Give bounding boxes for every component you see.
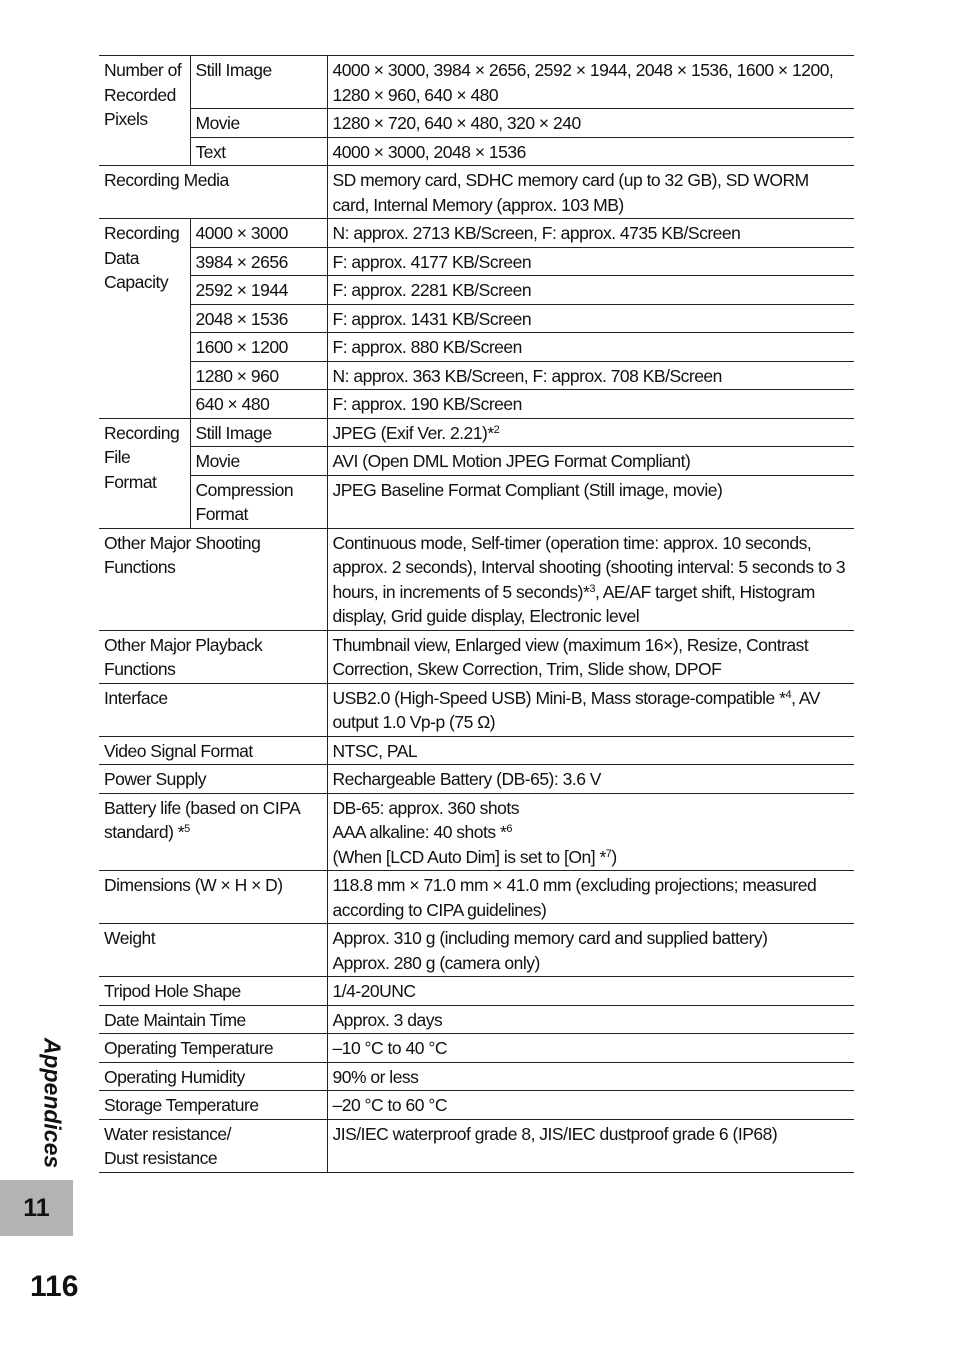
shooting-functions-text-cont: , AE/AF target shift, Histogram display, Grid guide display, Electronic level (332, 581, 815, 626)
weight-line: Approx. 310 g (including memory card and supplied battery) (332, 928, 768, 948)
recording-media-value: SD memory card, SDHC memory card (up to 32 GB), SD WORM card, Internal Memory (approx. 103 MB) (327, 166, 854, 219)
footnote-ref: 5 (184, 823, 190, 835)
capacity-value: N: approx. 2713 KB/Screen, F: approx. 4735 KB/Screen (327, 219, 854, 248)
storage-temperature-label: Storage Temperature (99, 1091, 327, 1120)
table-row (99, 924, 854, 977)
shooting-functions-label: Other Major Shooting Functions (99, 528, 327, 630)
table-row (99, 1062, 854, 1091)
appendices-label: Appendices (39, 1037, 66, 1168)
date-maintain-label: Date Maintain Time (99, 1005, 327, 1034)
shooting-functions-value (327, 528, 854, 630)
still-format-value (327, 418, 854, 447)
video-signal-value: NTSC, PAL (327, 736, 854, 765)
table-row (99, 390, 854, 419)
water-resistance-label-line: Water resistance/ (104, 1123, 232, 1144)
table-row (99, 871, 854, 924)
text-label: Text (190, 137, 327, 166)
footnote-ref: 7 (605, 847, 612, 860)
weight-line: Approx. 280 g (camera only) (332, 952, 540, 973)
operating-temperature-label: Operating Temperature (99, 1034, 327, 1063)
section-side-label (22, 1037, 82, 1168)
interface-text-cont: , AV output 1.0 Vp-p (75 Ω) (332, 687, 820, 732)
table-row (99, 475, 854, 528)
operating-temperature-value: –10 °C to 40 °C (327, 1034, 854, 1063)
table-row (99, 333, 854, 362)
movie-pixels-value: 1280 × 720, 640 × 480, 320 × 240 (327, 109, 854, 138)
battery-line-text: (When [LCD Auto Dim] is set to [On] * (332, 846, 606, 867)
table-row (99, 683, 854, 736)
capacity-size: 2592 × 1944 (190, 276, 327, 305)
table-row (99, 977, 854, 1006)
capacity-value: F: approx. 2281 KB/Screen (327, 276, 854, 305)
chapter-number: 11 (23, 1193, 50, 1222)
recorded-pixels-label: Number of Recorded Pixels (99, 56, 190, 166)
water-resistance-value: JIS/IEC waterproof grade 8, JIS/IEC dustproof grade 6 (IP68) (327, 1119, 854, 1172)
battery-line (333, 845, 850, 870)
data-capacity-label: Recording Data Capacity (99, 219, 190, 419)
capacity-value: F: approx. 1431 KB/Screen (327, 304, 854, 333)
playback-functions-label: Other Major Playback Functions (99, 630, 327, 683)
compression-format-label: Compression Format (190, 475, 327, 528)
dimensions-value: 118.8 mm × 71.0 mm × 41.0 mm (excluding projections; measured according to CIPA guidelines) (327, 871, 854, 924)
shooting-functions-text: Continuous mode, Self-timer (operation time: approx. 10 seconds, approx. 2 seconds), Interval shooting (shooting interval: 5 seconds to 3 hours, in increments of 5 seconds)* (332, 532, 846, 602)
storage-temperature-value: –20 °C to 60 °C (327, 1091, 854, 1120)
capacity-size: 640 × 480 (190, 390, 327, 419)
table-row (99, 1119, 854, 1172)
interface-value (327, 683, 854, 736)
battery-line (333, 820, 850, 845)
table-row (99, 361, 854, 390)
capacity-size: 4000 × 3000 (190, 219, 327, 248)
movie-format-value: AVI (Open DML Motion JPEG Format Compliant) (327, 447, 854, 476)
date-maintain-value: Approx. 3 days (327, 1005, 854, 1034)
table-row (99, 736, 854, 765)
specifications-table (99, 55, 854, 1173)
table-row (99, 1005, 854, 1034)
footnote-ref: 6 (506, 823, 512, 835)
table-row (99, 109, 854, 138)
weight-label: Weight (99, 924, 327, 977)
table-row (99, 418, 854, 447)
operating-humidity-value: 90% or less (327, 1062, 854, 1091)
file-format-label: Recording File Format (99, 418, 190, 528)
table-row (99, 765, 854, 794)
capacity-value: F: approx. 880 KB/Screen (327, 333, 854, 362)
table-row (99, 1034, 854, 1063)
capacity-size: 2048 × 1536 (190, 304, 327, 333)
capacity-value: F: approx. 190 KB/Screen (327, 390, 854, 419)
interface-text: USB2.0 (High-Speed USB) Mini-B, Mass storage-compatible * (332, 687, 786, 708)
footnote-ref: 4 (785, 688, 792, 701)
capacity-size: 1600 × 1200 (190, 333, 327, 362)
weight-value (327, 924, 854, 977)
table-row (99, 630, 854, 683)
capacity-size: 1280 × 960 (190, 361, 327, 390)
water-resistance-label (99, 1119, 327, 1172)
dust-resistance-label-line: Dust resistance (104, 1148, 218, 1168)
table-row (99, 276, 854, 305)
chapter-tab (0, 1180, 73, 1236)
table-row (99, 1091, 854, 1120)
table-row (99, 56, 854, 109)
movie-label: Movie (190, 447, 327, 476)
battery-life-value (327, 793, 854, 871)
battery-line-text: AAA alkaline: 40 shots * (332, 822, 507, 842)
capacity-value: F: approx. 4177 KB/Screen (327, 247, 854, 276)
text-pixels-value: 4000 × 3000, 2048 × 1536 (327, 137, 854, 166)
table-row (99, 219, 854, 248)
battery-life-label (99, 793, 327, 871)
operating-humidity-label: Operating Humidity (99, 1062, 327, 1091)
capacity-size: 3984 × 2656 (190, 247, 327, 276)
table-row (99, 304, 854, 333)
still-image-pixels-value: 4000 × 3000, 3984 × 2656, 2592 × 1944, 2048 × 1536, 1600 × 1200, 1280 × 960, 640 × 480 (327, 56, 854, 109)
capacity-value: N: approx. 363 KB/Screen, F: approx. 708 KB/Screen (327, 361, 854, 390)
still-image-label: Still Image (190, 418, 327, 447)
compression-format-value: JPEG Baseline Format Compliant (Still image, movie) (327, 475, 854, 528)
power-supply-value: Rechargeable Battery (DB-65): 3.6 V (327, 765, 854, 794)
page-number: 116 (30, 1270, 79, 1303)
playback-functions-value: Thumbnail view, Enlarged view (maximum 16×), Resize, Contrast Correction, Skew Correction, Trim, Slide show, DPOF (327, 630, 854, 683)
video-signal-label: Video Signal Format (99, 736, 327, 765)
table-row (99, 247, 854, 276)
table-row (99, 793, 854, 871)
table-row (99, 137, 854, 166)
footnote-ref: 2 (493, 423, 500, 436)
table-row (99, 447, 854, 476)
dimensions-label: Dimensions (W × H × D) (99, 871, 327, 924)
tripod-label: Tripod Hole Shape (99, 977, 327, 1006)
footnote-ref: 3 (589, 582, 595, 595)
still-format-text: JPEG (Exif Ver. 2.21)* (332, 422, 494, 443)
recording-media-label: Recording Media (99, 166, 327, 219)
battery-line: DB-65: approx. 360 shots (332, 797, 519, 818)
table-row (99, 528, 854, 630)
battery-line-text-cont: ) (611, 846, 617, 867)
tripod-value: 1/4-20UNC (327, 977, 854, 1006)
still-image-label: Still Image (190, 56, 327, 109)
interface-label: Interface (99, 683, 327, 736)
movie-label: Movie (190, 109, 327, 138)
power-supply-label: Power Supply (99, 765, 327, 794)
table-row (99, 166, 854, 219)
battery-life-label-text: Battery life (based on CIPA standard) * (104, 797, 300, 842)
